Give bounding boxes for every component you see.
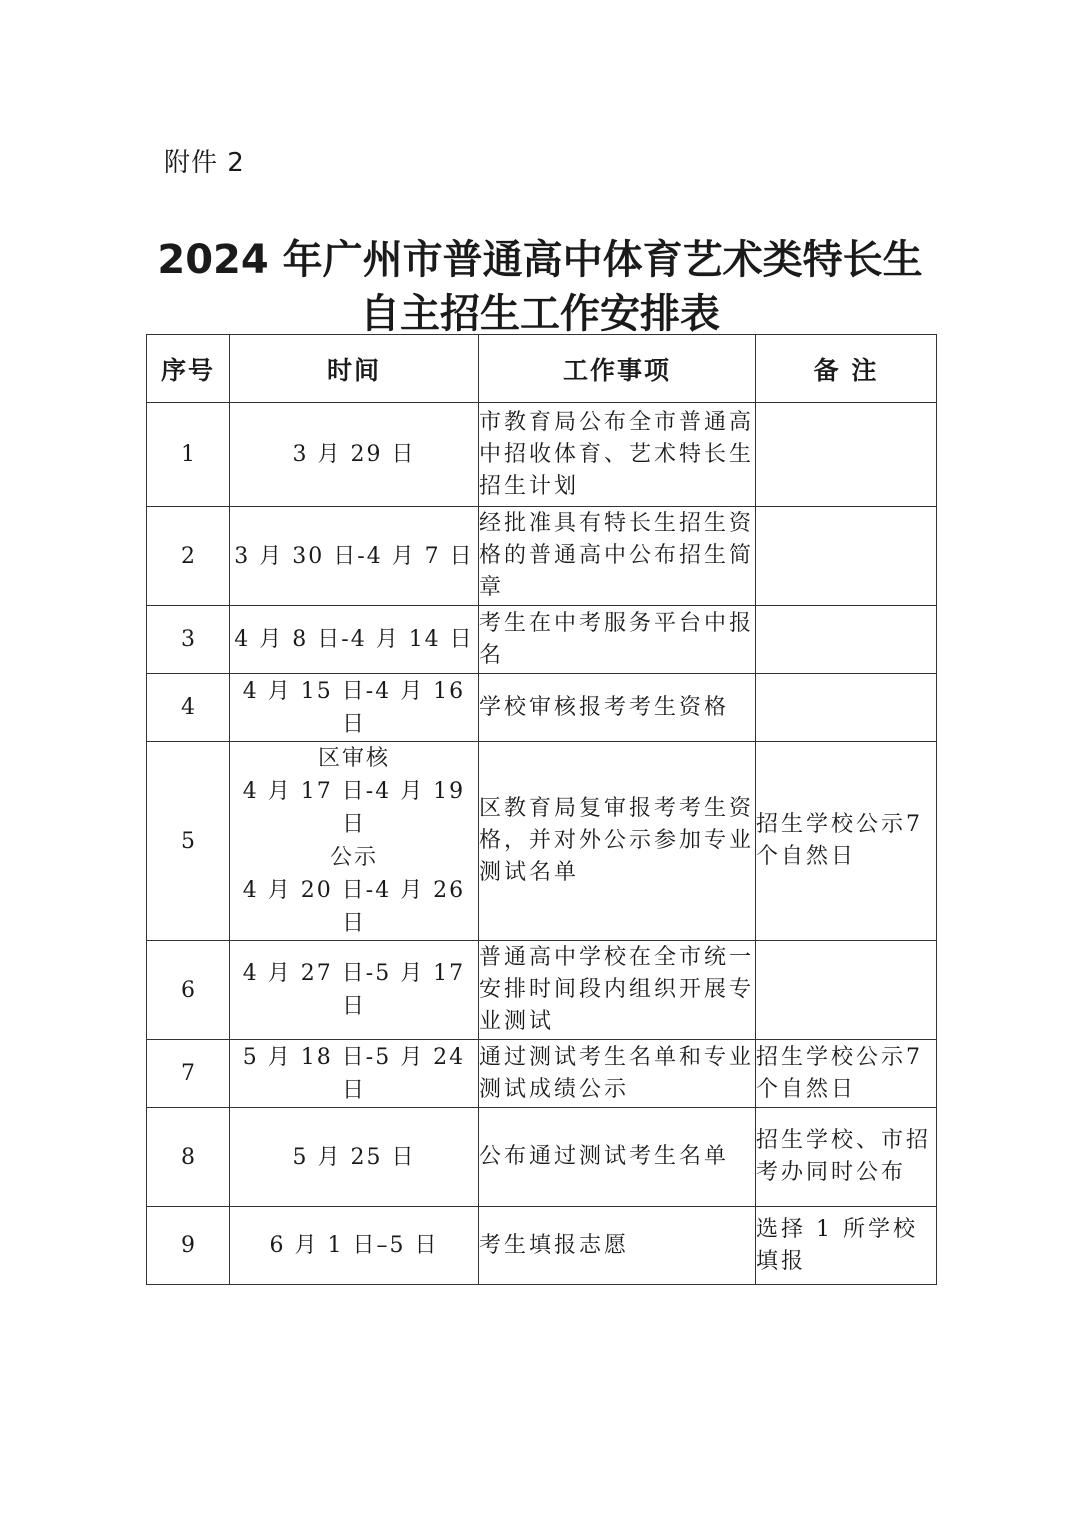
time-line: 4 月 20 日-4 月 26 日	[242, 878, 466, 936]
time-line: 4 月 17 日-4 月 19 日	[242, 779, 466, 837]
table-row	[147, 606, 937, 674]
row-number: 2	[147, 507, 230, 606]
row-time	[230, 1207, 479, 1285]
row-note	[756, 507, 937, 606]
row-note: 招生学校、市招考办同时公布	[756, 1108, 937, 1207]
row-task: 区教育局复审报考考生资格，并对外公示参加专业测试名单	[479, 742, 756, 941]
row-note	[756, 403, 937, 507]
time-line: 3 月 30 日-4 月 7 日	[234, 543, 474, 569]
row-number: 5	[147, 742, 230, 941]
row-task: 通过测试考生名单和专业测试成绩公示	[479, 1040, 756, 1108]
row-note: 选择 1 所学校填报	[756, 1207, 937, 1285]
table-row	[147, 403, 937, 507]
row-note: 招生学校公示7个自然日	[756, 1040, 937, 1108]
row-task: 市教育局公布全市普通高中招收体育、艺术特长生招生计划	[479, 403, 756, 507]
row-task: 经批准具有特长生招生资格的普通高中公布招生简章	[479, 507, 756, 606]
document-title-line-1: 2024 年广州市普通高中体育艺术类特长生	[157, 237, 923, 283]
time-line: 4 月 8 日-4 月 14 日	[234, 627, 474, 652]
table-row	[147, 674, 937, 742]
column-header-task: 工作事项	[479, 335, 756, 403]
row-note	[756, 606, 937, 674]
time-line: 5 月 25 日	[292, 1144, 416, 1170]
row-time	[230, 1108, 479, 1207]
row-time	[230, 742, 479, 941]
document-title-line-2: 自主招生工作安排表	[360, 291, 720, 337]
row-time	[230, 403, 479, 507]
table-header-row	[147, 335, 937, 403]
row-time	[230, 1040, 479, 1108]
time-line: 3 月 29 日	[292, 442, 416, 467]
row-number: 1	[147, 403, 230, 507]
time-line: 4 月 27 日-5 月 17 日	[242, 961, 466, 1019]
row-number: 6	[147, 941, 230, 1040]
row-number: 4	[147, 674, 230, 742]
row-task: 普通高中学校在全市统一安排时间段内组织开展专业测试	[479, 941, 756, 1040]
row-number: 7	[147, 1040, 230, 1108]
row-task: 学校审核报考考生资格	[479, 674, 756, 742]
row-note	[756, 674, 937, 742]
column-header-time: 时间	[230, 335, 479, 403]
table-row	[147, 1108, 937, 1207]
table-row	[147, 941, 937, 1040]
row-note	[756, 941, 937, 1040]
row-time	[230, 941, 479, 1040]
table-row	[147, 742, 937, 941]
row-task: 考生在中考服务平台中报名	[479, 606, 756, 674]
schedule-table	[146, 334, 937, 1285]
row-time	[230, 674, 479, 742]
time-line: 5 月 18 日-5 月 24 日	[242, 1044, 466, 1103]
table-row	[147, 1040, 937, 1108]
row-number: 8	[147, 1108, 230, 1207]
time-line: 6 月 1 日–5 日	[269, 1233, 439, 1258]
time-line: 4 月 15 日-4 月 16 日	[242, 678, 466, 737]
table-row	[147, 507, 937, 606]
row-task: 考生填报志愿	[479, 1207, 756, 1285]
time-line: 公示	[329, 845, 378, 870]
column-header-number: 序号	[147, 335, 230, 403]
row-task: 公布通过测试考生名单	[479, 1108, 756, 1207]
attachment-label: 附件 2	[164, 148, 245, 178]
table-row	[147, 1207, 937, 1285]
row-number: 3	[147, 606, 230, 674]
time-line: 区审核	[317, 746, 390, 771]
column-header-note: 备 注	[756, 335, 937, 403]
row-note: 招生学校公示7个自然日	[756, 742, 937, 941]
row-time	[230, 507, 479, 606]
row-number: 9	[147, 1207, 230, 1285]
row-time	[230, 606, 479, 674]
